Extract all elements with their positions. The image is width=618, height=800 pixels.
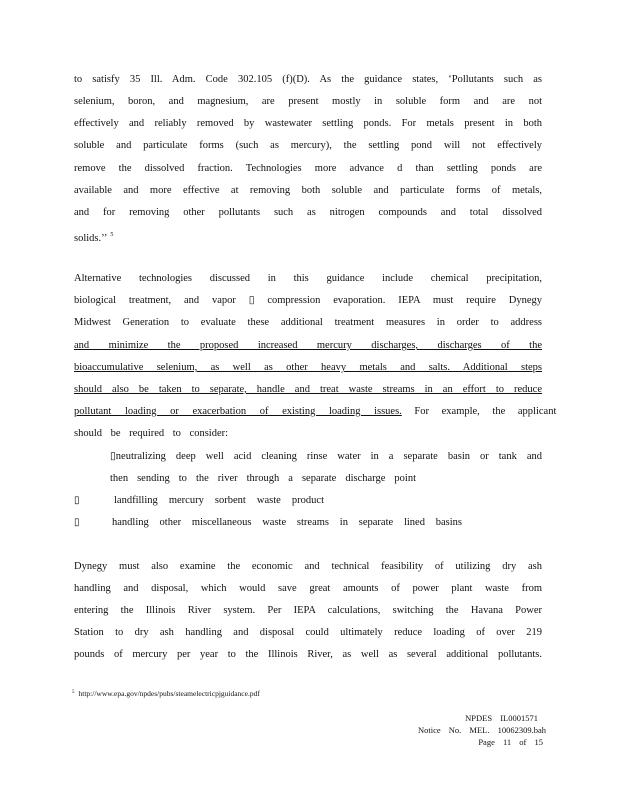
paragraph-1-line: soluble and particulate forms (such as mercury), the settling pond will not effectively	[74, 140, 542, 151]
paragraph-2-underlined-text: pollutant loading or exacerbation of existing loading issues.	[74, 406, 402, 417]
paragraph-1-line: effectively and reliably removed by wastewater settling ponds. For metals present in both	[74, 118, 542, 129]
paragraph-2-mixed-line	[74, 405, 557, 419]
paragraph-2-line: Alternative technologies discussed in this guidance include chemical precipitation,	[74, 273, 542, 284]
paragraph-2-underlined-line: should also be taken to separate, handle and treat waste streams in an effort to reduce	[74, 384, 542, 395]
paragraph-3-line: entering the Illinois River system. Per IEPA calculations, switching the Havana Power	[74, 605, 542, 616]
paragraph-2-text: For example, the applicant	[401, 406, 557, 417]
paragraph-2-line: Midwest Generation to evaluate these additional treatment measures in order to address	[74, 317, 542, 328]
footnote	[72, 688, 260, 699]
paragraph-2-underlined-line: bioaccumulative selenium, as well as other heavy metals and salts. Additional steps	[74, 362, 542, 373]
paragraph-2-line: should be required to consider:	[74, 428, 229, 439]
paragraph-1-line: selenium, boron, and magnesium, are present mostly in soluble form and are not	[74, 96, 542, 107]
bullet-3-symbol: ▯	[74, 517, 80, 528]
paragraph-1-line: and for removing other pollutants such as nitrogen compounds and total dissolved	[74, 207, 542, 218]
paragraph-1-line: available and more effective at removing both soluble and particulate forms of metals,	[74, 185, 542, 196]
bullet-1-line: then sending to the river through a separate discharge point	[110, 473, 416, 484]
bullet-3-line: handling other miscellaneous waste streams in separate lined basins	[112, 517, 462, 528]
paragraph-1-line: remove the dissolved fraction. Technologies more advance d than settling ponds are	[74, 163, 542, 174]
paragraph-3-line: Station to dry ash handling and disposal could ultimately reduce loading of over 219	[74, 627, 542, 638]
footer-notice: Notice No. MEL. 10062309.bah	[417, 725, 546, 735]
paragraph-2-underlined-line: and minimize the proposed increased mercury discharges, discharges of the	[74, 340, 542, 351]
bullet-2-symbol: ▯	[74, 495, 80, 506]
bullet-2-line: landfilling mercury sorbent waste product	[114, 495, 324, 506]
footnote-url: http://www.epa.gov/npdes/pubs/steamelectricpjguidance.pdf	[78, 689, 260, 698]
paragraph-3-line: Dynegy must also examine the economic and technical feasibility of utilizing dry ash	[74, 561, 542, 572]
footnote-number: 5	[72, 690, 75, 695]
paragraph-1-text: solids.’’	[74, 233, 108, 244]
paragraph-3-line: handling and disposal, which would save great amounts of power plant waste from	[74, 583, 542, 594]
paragraph-1-last-line	[74, 228, 542, 246]
footer-permit: NPDES IL0001571	[465, 713, 538, 723]
paragraph-1-line: to satisfy 35 Ill. Adm. Code 302.105 (f)(D). As the guidance states, ‘Pollutants such as	[74, 74, 542, 85]
footnote-reference: 5	[110, 232, 114, 238]
paragraph-2-line: biological treatment, and vapor ▯ compression evaporation. IEPA must require Dynegy	[74, 295, 542, 306]
paragraph-3-line: pounds of mercury per year to the Illinois River, as well as several additional pollutants.	[74, 649, 542, 660]
footer-page-number: Page 11 of 15	[478, 737, 543, 747]
bullet-1-line: ▯neutralizing deep well acid cleaning rinse water in a separate basin or tank and	[110, 451, 542, 462]
